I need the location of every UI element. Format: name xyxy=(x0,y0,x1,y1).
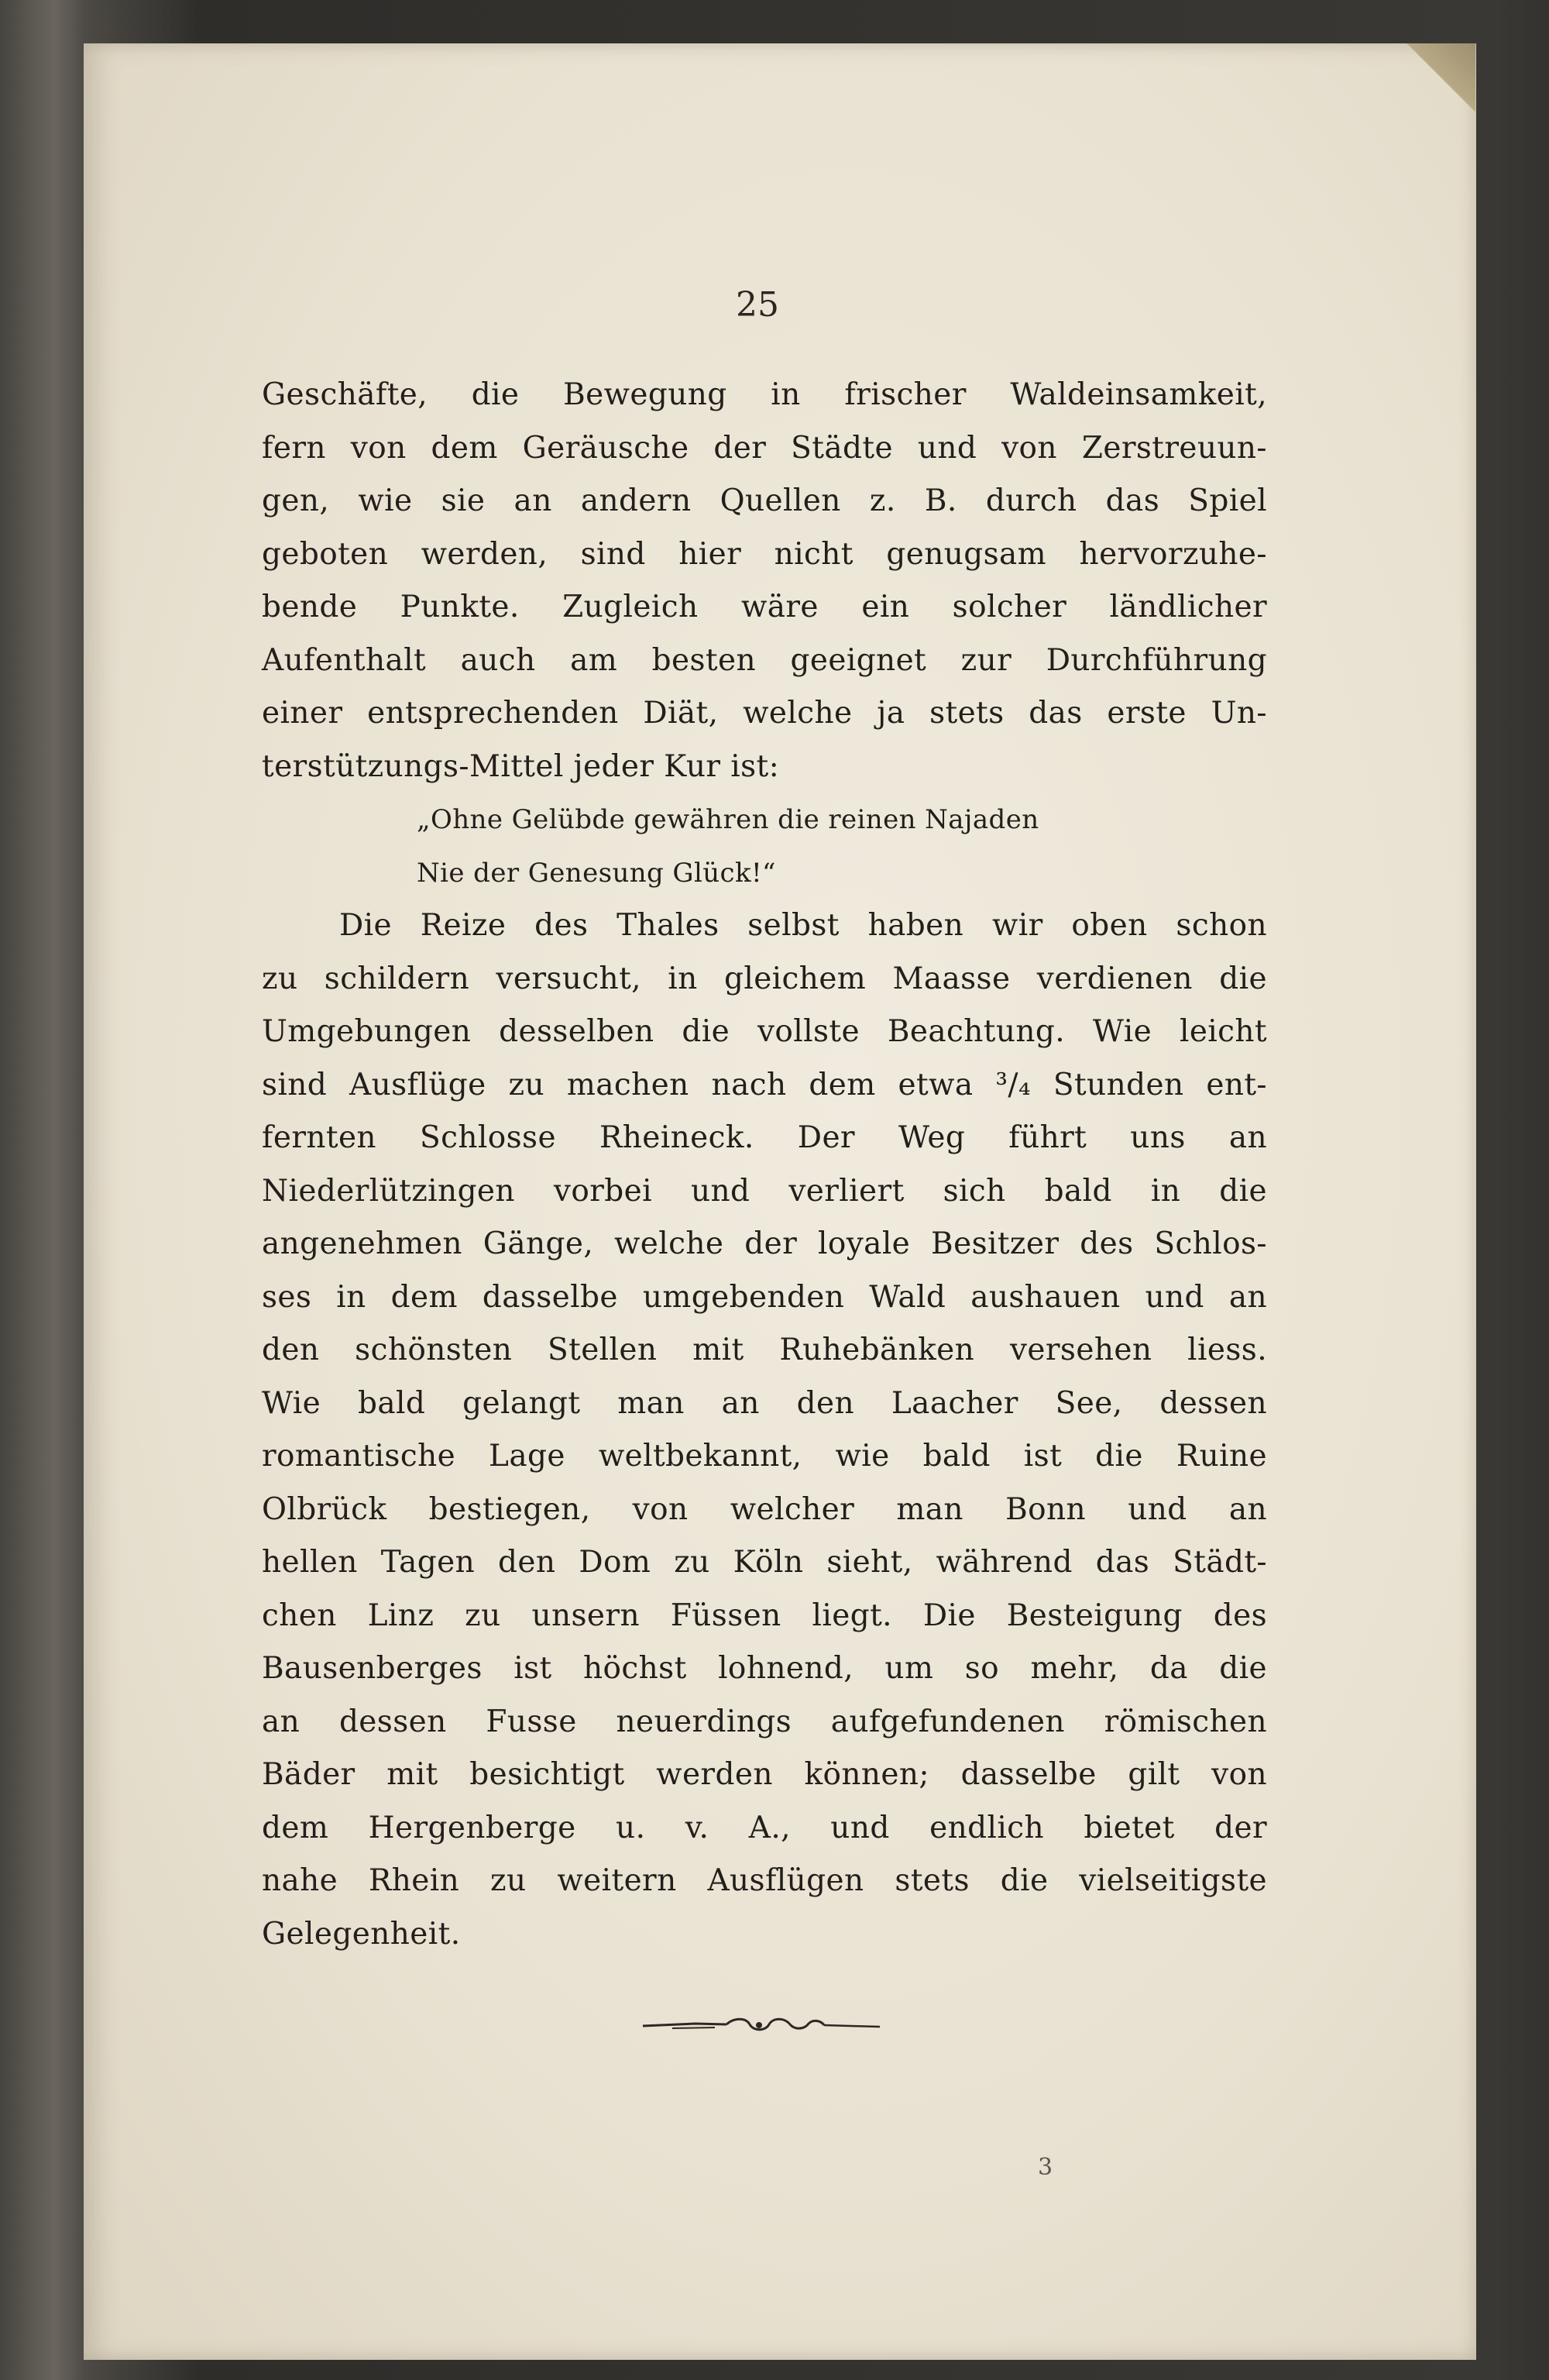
text-line: zu schildern versucht, in gleichem Maasse verdienen die xyxy=(262,961,1267,996)
text-line: Bäder mit besichtigt werden können; dasselbe gilt von xyxy=(262,1757,1267,1792)
page-number: 25 xyxy=(736,285,779,325)
text-line: nahe Rhein zu weitern Ausflügen stets die vielseitigste xyxy=(262,1863,1267,1898)
text-line: dem Hergenberge u. v. A., und endlich bietet der xyxy=(262,1810,1267,1845)
text-line: Geschäfte, die Bewegung in frischer Waldeinsamkeit, xyxy=(262,377,1267,412)
verse-line: „Ohne Gelübde gewähren die reinen Najaden xyxy=(417,804,1039,835)
text-line: Umgebungen desselben die vollste Beachtung. Wie leicht xyxy=(262,1014,1267,1049)
text-line: gen, wie sie an andern Quellen z. B. durch das Spiel xyxy=(262,483,1267,518)
text-line: den schönsten Stellen mit Ruhebänken versehen liess. xyxy=(262,1333,1267,1367)
ornament-divider-icon xyxy=(641,2014,881,2038)
body-text xyxy=(262,369,1267,1961)
signature-mark: 3 xyxy=(1038,2154,1053,2181)
text-line: hellen Tagen den Dom zu Köln sieht, während das Städt- xyxy=(262,1545,1267,1580)
text-line: Niederlützingen vorbei und verliert sich bald in die xyxy=(262,1173,1267,1209)
text-line: Aufenthalt auch am besten geeignet zur Durchführung xyxy=(262,642,1267,678)
text-line: Olbrück bestiegen, von welcher man Bonn und an xyxy=(262,1491,1267,1527)
text-line: Wie bald gelangt man an den Laacher See, dessen xyxy=(262,1385,1267,1421)
folded-corner xyxy=(1390,43,1475,136)
text-line: ses in dem dasselbe umgebenden Wald aushauen und an xyxy=(262,1279,1267,1315)
text-line: Gelegenheit. xyxy=(262,1916,461,1952)
verse-line: Nie der Genesung Glück!“ xyxy=(417,857,776,889)
text-line: bende Punkte. Zugleich wäre ein solcher ländlicher xyxy=(262,590,1267,624)
text-line: chen Linz zu unsern Füssen liegt. Die Besteigung des xyxy=(262,1598,1267,1633)
text-line: sind Ausflüge zu machen nach dem etwa ³/₄ Stunden ent- xyxy=(262,1067,1267,1102)
text-line: geboten werden, sind hier nicht genugsam hervorzuhe- xyxy=(262,536,1267,572)
text-line: Bausenberges ist höchst lohnend, um so mehr, da die xyxy=(262,1651,1267,1686)
text-line: Die Reize des Thales selbst haben wir oben schon xyxy=(339,908,1267,943)
text-line: fern von dem Geräusche der Städte und von Zerstreuun- xyxy=(262,430,1267,466)
text-line: angenehmen Gänge, welche der loyale Besitzer des Schlos- xyxy=(262,1226,1267,1261)
text-line: einer entsprechenden Diät, welche ja stets das erste Un- xyxy=(262,696,1267,731)
text-line: romantische Lage weltbekannt, wie bald ist die Ruine xyxy=(262,1439,1267,1474)
text-line: terstützungs-Mittel jeder Kur ist: xyxy=(262,748,780,784)
text-line: an dessen Fusse neuerdings aufgefundenen römischen xyxy=(262,1704,1267,1739)
text-line: fernten Schlosse Rheineck. Der Weg führt uns an xyxy=(262,1120,1267,1155)
